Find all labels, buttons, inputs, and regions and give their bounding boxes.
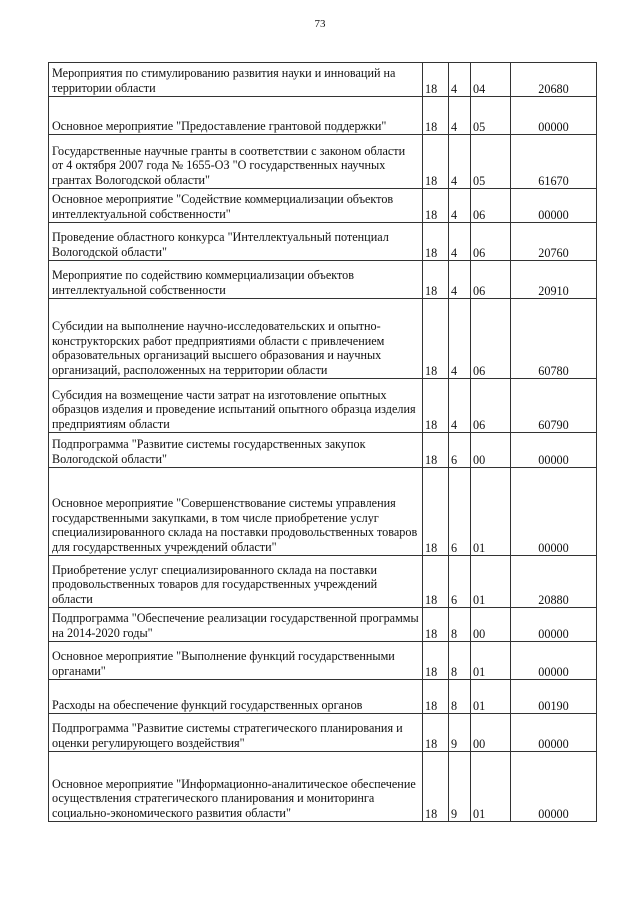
activity-code: 05	[471, 135, 511, 189]
table-row	[49, 642, 597, 680]
activity-code: 06	[471, 379, 511, 433]
activity-code: 00	[471, 714, 511, 752]
direction-code: 00000	[511, 189, 597, 223]
table-row	[49, 680, 597, 714]
direction-code: 00000	[511, 433, 597, 468]
program-code: 18	[423, 63, 449, 97]
row-name: Мероприятие по содействию коммерциализации объектов интеллектуальной собственности	[49, 261, 423, 299]
subprogram-code: 9	[449, 714, 471, 752]
direction-code: 20760	[511, 223, 597, 261]
row-name: Расходы на обеспечение функций государственных органов	[49, 680, 423, 714]
table-row	[49, 63, 597, 97]
direction-code: 20680	[511, 63, 597, 97]
program-code: 18	[423, 433, 449, 468]
direction-code: 00000	[511, 608, 597, 642]
table-row	[49, 189, 597, 223]
row-name: Субсидии на выполнение научно-исследовательских и опытно-конструкторских работ предприятиями области с привлечением образовательных организаций высшего образования и научных организаций, расположенных на территории области	[49, 299, 423, 379]
table-row	[49, 714, 597, 752]
program-code: 18	[423, 223, 449, 261]
row-name: Основное мероприятие "Выполнение функций государственными органами"	[49, 642, 423, 680]
direction-code: 60780	[511, 299, 597, 379]
program-code: 18	[423, 468, 449, 556]
activity-code: 05	[471, 97, 511, 135]
subprogram-code: 6	[449, 433, 471, 468]
subprogram-code: 4	[449, 299, 471, 379]
direction-code: 00000	[511, 468, 597, 556]
direction-code: 00000	[511, 714, 597, 752]
table-row	[49, 97, 597, 135]
program-code: 18	[423, 642, 449, 680]
row-name: Подпрограмма "Развитие системы государственных закупок Вологодской области"	[49, 433, 423, 468]
subprogram-code: 4	[449, 189, 471, 223]
table-row	[49, 299, 597, 379]
subprogram-code: 6	[449, 556, 471, 608]
row-name: Проведение областного конкурса "Интеллектуальный потенциал Вологодской области"	[49, 223, 423, 261]
direction-code: 00000	[511, 752, 597, 822]
row-name: Основное мероприятие "Предоставление грантовой поддержки"	[49, 97, 423, 135]
row-name: Основное мероприятие "Совершенствование системы управления государственными закупками, в том числе приобретение услуг специализированного склада на поставки продовольственных товаров для государственных учреждений области"	[49, 468, 423, 556]
program-code: 18	[423, 556, 449, 608]
row-name: Подпрограмма "Развитие системы стратегического планирования и оценки регулирующего воздействия"	[49, 714, 423, 752]
table-row	[49, 752, 597, 822]
program-code: 18	[423, 752, 449, 822]
row-name: Субсидия на возмещение части затрат на изготовление опытных образцов изделия и проведение испытаний опытного образца изделия предприятиям области	[49, 379, 423, 433]
program-code: 18	[423, 680, 449, 714]
activity-code: 01	[471, 752, 511, 822]
table-row	[49, 261, 597, 299]
program-code: 18	[423, 608, 449, 642]
subprogram-code: 4	[449, 379, 471, 433]
activity-code: 01	[471, 468, 511, 556]
direction-code: 61670	[511, 135, 597, 189]
direction-code: 60790	[511, 379, 597, 433]
activity-code: 06	[471, 261, 511, 299]
subprogram-code: 8	[449, 642, 471, 680]
row-name: Приобретение услуг специализированного склада на поставки продовольственных товаров для государственных учреждений области	[49, 556, 423, 608]
program-code: 18	[423, 299, 449, 379]
direction-code: 00190	[511, 680, 597, 714]
subprogram-code: 4	[449, 63, 471, 97]
table-row	[49, 468, 597, 556]
subprogram-code: 9	[449, 752, 471, 822]
subprogram-code: 4	[449, 223, 471, 261]
activity-code: 06	[471, 299, 511, 379]
program-code: 18	[423, 97, 449, 135]
subprogram-code: 4	[449, 135, 471, 189]
activity-code: 00	[471, 608, 511, 642]
row-name: Основное мероприятие "Содействие коммерциализации объектов интеллектуальной собственности"	[49, 189, 423, 223]
row-name: Государственные научные гранты в соответствии с законом области от 4 октября 2007 года № 1655-ОЗ "О государственных научных грантах Вологодской области"	[49, 135, 423, 189]
program-code: 18	[423, 714, 449, 752]
subprogram-code: 6	[449, 468, 471, 556]
activity-code: 01	[471, 556, 511, 608]
program-code: 18	[423, 261, 449, 299]
row-name: Подпрограмма "Обеспечение реализации государственной программы на 2014-2020 годы"	[49, 608, 423, 642]
activity-code: 04	[471, 63, 511, 97]
table-row	[49, 379, 597, 433]
activity-code: 01	[471, 680, 511, 714]
subprogram-code: 4	[449, 97, 471, 135]
program-code: 18	[423, 379, 449, 433]
activity-code: 01	[471, 642, 511, 680]
program-code: 18	[423, 189, 449, 223]
row-name: Основное мероприятие "Информационно-аналитическое обеспечение осуществления стратегического планирования и мониторинга социально-экономического развития области"	[49, 752, 423, 822]
subprogram-code: 4	[449, 261, 471, 299]
row-name: Мероприятия по стимулированию развития науки и инноваций на территории области	[49, 63, 423, 97]
subprogram-code: 8	[449, 608, 471, 642]
subprogram-code: 8	[449, 680, 471, 714]
activity-code: 00	[471, 433, 511, 468]
table-row	[49, 556, 597, 608]
table-row	[49, 433, 597, 468]
activity-code: 06	[471, 223, 511, 261]
table-row	[49, 223, 597, 261]
budget-classification-table	[48, 62, 597, 822]
direction-code: 20880	[511, 556, 597, 608]
table-row	[49, 608, 597, 642]
page-number: 73	[314, 18, 326, 30]
direction-code: 00000	[511, 642, 597, 680]
activity-code: 06	[471, 189, 511, 223]
direction-code: 20910	[511, 261, 597, 299]
program-code: 18	[423, 135, 449, 189]
direction-code: 00000	[511, 97, 597, 135]
table-row	[49, 135, 597, 189]
